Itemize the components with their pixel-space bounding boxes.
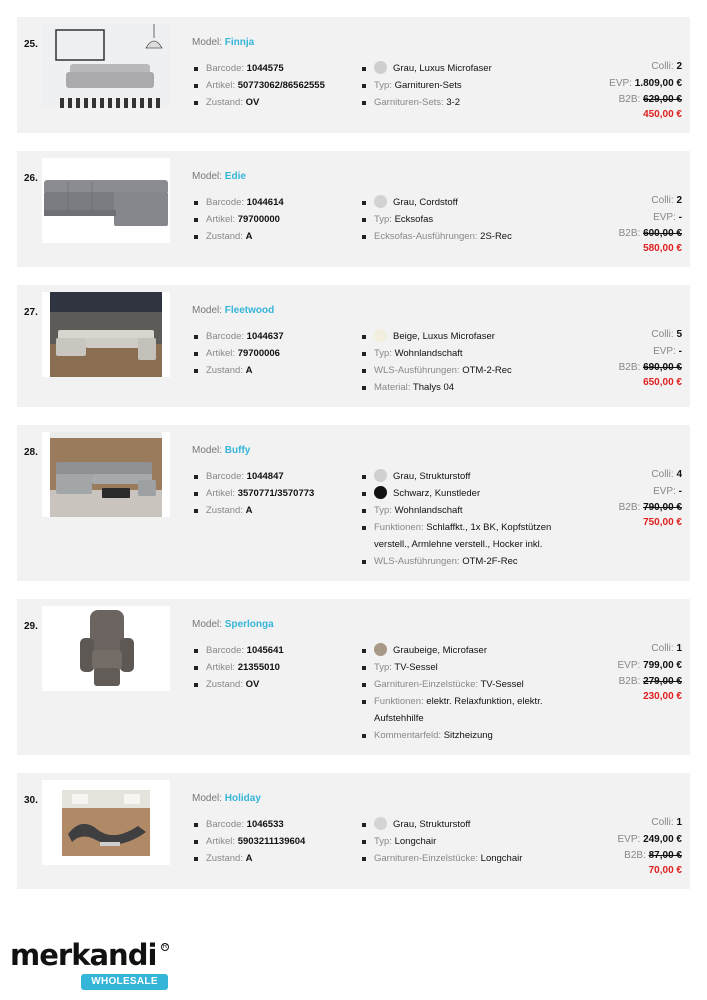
product-photo[interactable] (42, 292, 170, 377)
color-swatch (374, 817, 387, 830)
product-specs (360, 328, 560, 396)
typ-row: Typ: Longchair (360, 833, 560, 850)
artikel-row: Artikel: 79700006 (192, 345, 362, 362)
new-price: 230,00 € (643, 690, 682, 702)
new-price: 450,00 € (643, 108, 682, 120)
price-block: Colli: 2 EVP: 1.809,00 € B2B: 629,00 € 450,00 € (609, 61, 682, 120)
artikel-row: Artikel: 79700000 (192, 211, 362, 228)
spec-row: Garnituren-Einzelstücke: Longchair (360, 850, 560, 867)
model-line: Model: Finnja (192, 37, 255, 48)
spec-row: WLS-Ausführungen: OTM-2-Rec (360, 362, 560, 379)
artikel-row: Artikel: 50773062/86562555 (192, 77, 362, 94)
model-name[interactable]: Fleetwood (224, 305, 275, 316)
wholesale-badge: WHOLESALE (81, 974, 168, 990)
spec-row: Ecksofas-Ausführungen: 2S-Rec (360, 228, 560, 245)
spec-row: Funktionen: Schlaffkt., 1x BK, Kopfstützen verstell., Armlehne verstell., Hocker inkl. (360, 519, 560, 553)
color-row: Schwarz, Kunstleder (360, 485, 560, 502)
artikel-row: Artikel: 5903211139604 (192, 833, 362, 850)
old-price: 600,00 € (643, 228, 682, 239)
new-price: 580,00 € (643, 242, 682, 254)
sofa-image-icon (42, 158, 170, 243)
product-specs (360, 642, 560, 744)
old-price: 790,00 € (643, 502, 682, 513)
item-number: 25. (24, 39, 38, 50)
price-block: Colli: 1 EVP: 799,00 € B2B: 279,00 € 230,00 € (617, 643, 682, 702)
logo-wordmark: merkandi (10, 938, 157, 972)
item-number: 27. (24, 307, 38, 318)
color-row: Graubeige, Microfaser (360, 642, 560, 659)
spec-row: Material: Thalys 04 (360, 379, 560, 396)
price-block: Colli: 2 EVP: - B2B: 600,00 € 580,00 € (618, 195, 682, 254)
product-ids (192, 60, 362, 111)
zustand-row: Zustand: OV (192, 676, 362, 693)
typ-row: Typ: Garnituren-Sets (360, 77, 560, 94)
artikel-row: Artikel: 3570771/3570773 (192, 485, 362, 502)
model-line: Model: Sperlonga (192, 619, 274, 630)
spec-row: Kommentarfeld: Sitzheizung (360, 727, 560, 744)
color-row: Grau, Strukturstoff (360, 816, 560, 833)
artikel-row: Artikel: 21355010 (192, 659, 362, 676)
color-row: Grau, Luxus Microfaser (360, 60, 560, 77)
typ-row: Typ: Wohnlandschaft (360, 345, 560, 362)
product-specs (360, 194, 560, 245)
new-price: 750,00 € (643, 516, 682, 528)
spec-row: Garnituren-Einzelstücke: TV-Sessel (360, 676, 560, 693)
old-price: 629,00 € (643, 94, 682, 105)
color-swatch (374, 643, 387, 656)
model-name[interactable]: Finnja (224, 37, 255, 48)
barcode-row: Barcode: 1044614 (192, 194, 362, 211)
color-swatch (374, 195, 387, 208)
typ-row: Typ: Wohnlandschaft (360, 502, 560, 519)
barcode-row: Barcode: 1044847 (192, 468, 362, 485)
old-price: 690,00 € (643, 362, 682, 373)
color-row: Grau, Cordstoff (360, 194, 560, 211)
armchair-image-icon (42, 606, 170, 691)
product-specs (360, 60, 560, 111)
spec-row: WLS-Ausführungen: OTM-2F-Rec (360, 553, 560, 570)
longchair-image-icon (42, 780, 170, 865)
spec-row: Funktionen: elektr. Relaxfunktion, elektr. Aufstehhilfe (360, 693, 560, 727)
color-row: Beige, Luxus Microfaser (360, 328, 560, 345)
product-photo[interactable] (42, 780, 170, 865)
typ-row: Typ: Ecksofas (360, 211, 560, 228)
product-ids (192, 468, 362, 519)
barcode-row: Barcode: 1045641 (192, 642, 362, 659)
zustand-row: Zustand: A (192, 850, 362, 867)
product-photo[interactable] (42, 606, 170, 691)
color-row: Grau, Strukturstoff (360, 468, 560, 485)
old-price: 87,00 € (648, 850, 682, 861)
model-line: Model: Fleetwood (192, 305, 275, 316)
product-specs (360, 816, 560, 867)
product-ids (192, 816, 362, 867)
barcode-row: Barcode: 1046533 (192, 816, 362, 833)
color-swatch (374, 329, 387, 342)
product-specs (360, 468, 560, 570)
zustand-row: Zustand: A (192, 502, 362, 519)
old-price: 279,00 € (643, 676, 682, 687)
color-swatch (374, 486, 387, 499)
barcode-row: Barcode: 1044637 (192, 328, 362, 345)
spec-row: Garnituren-Sets: 3-2 (360, 94, 560, 111)
model-line: Model: Buffy (192, 445, 251, 456)
product-card (17, 285, 690, 407)
product-photo[interactable] (42, 432, 170, 517)
zustand-row: Zustand: A (192, 228, 362, 245)
model-name[interactable]: Buffy (224, 445, 251, 456)
product-ids (192, 194, 362, 245)
barcode-row: Barcode: 1044575 (192, 60, 362, 77)
merkandi-logo[interactable] (10, 938, 175, 993)
product-card (17, 773, 690, 889)
typ-row: Typ: TV-Sessel (360, 659, 560, 676)
product-ids (192, 328, 362, 379)
new-price: 70,00 € (648, 864, 682, 876)
product-ids (192, 642, 362, 693)
product-photo[interactable] (42, 158, 170, 243)
product-card (17, 425, 690, 581)
item-number: 26. (24, 173, 38, 184)
model-name[interactable]: Holiday (224, 793, 261, 804)
sofa-image-icon (42, 292, 170, 377)
color-swatch (374, 61, 387, 74)
price-block: Colli: 4 EVP: - B2B: 790,00 € 750,00 € (618, 469, 682, 528)
registered-icon: R (162, 944, 168, 950)
zustand-row: Zustand: OV (192, 94, 362, 111)
item-number: 30. (24, 795, 38, 806)
new-price: 650,00 € (643, 376, 682, 388)
item-number: 28. (24, 447, 38, 458)
sofa-image-icon (42, 432, 170, 517)
model-line: Model: Holiday (192, 793, 261, 804)
item-number: 29. (24, 621, 38, 632)
model-name[interactable]: Sperlonga (224, 619, 274, 630)
model-line: Model: Edie (192, 171, 246, 182)
sofa-image-icon (42, 24, 170, 109)
model-name[interactable]: Edie (224, 171, 246, 182)
product-card (17, 599, 690, 755)
color-swatch (374, 469, 387, 482)
product-card (17, 151, 690, 267)
zustand-row: Zustand: A (192, 362, 362, 379)
price-block: Colli: 5 EVP: - B2B: 690,00 € 650,00 € (618, 329, 682, 388)
product-photo[interactable] (42, 24, 170, 109)
product-card (17, 17, 690, 133)
price-block: Colli: 1 EVP: 249,00 € B2B: 87,00 € 70,00 € (617, 817, 682, 876)
